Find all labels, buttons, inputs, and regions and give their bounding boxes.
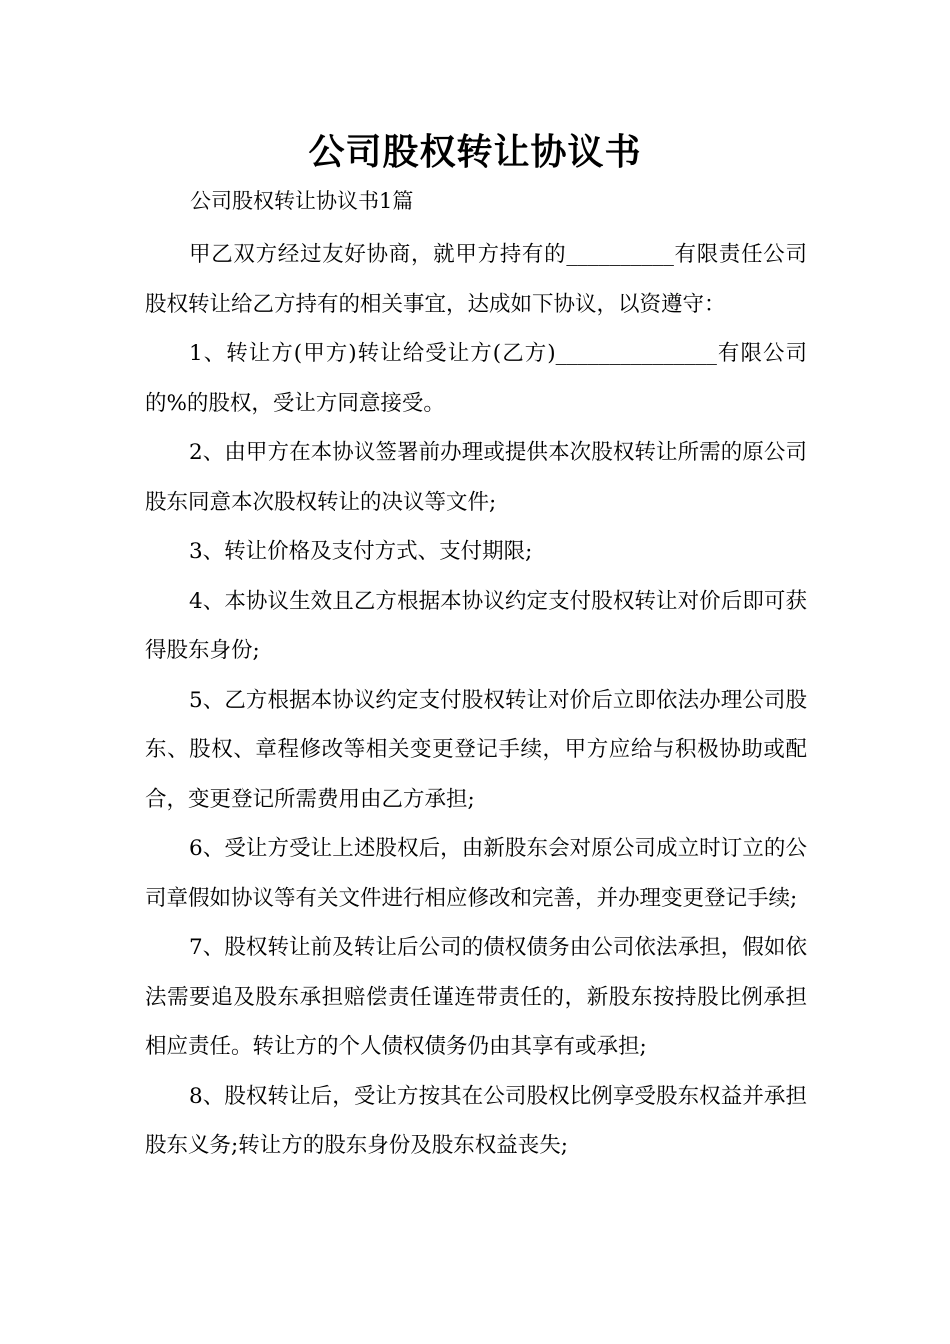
paragraph-clause-2: 2、由甲方在本协议签署前办理或提供本次股权转让所需的原公司股东同意本次股权转让的决议等文件;: [145, 440, 807, 515]
paragraph-clause-8: 8、股权转让后，受让方按其在公司股权比例享受股东权益并承担股东义务;转让方的股东身份及股东权益丧失;: [145, 1083, 807, 1158]
paragraph-clause-3: 3、转让价格及支付方式、支付期限;: [189, 539, 533, 564]
paragraph-clause-7: 7、股权转让前及转让后公司的债权债务由公司依法承担，假如依法需要追及股东承担赔偿责任谨连带责任的，新股东按持股比例承担相应责任。转让方的个人债权债务仍由其享有或承担;: [145, 935, 807, 1059]
document-subtitle: 公司股权转让协议书1篇: [190, 189, 414, 213]
paragraph-clause-4: 4、本协议生效且乙方根据本协议约定支付股权转让对价后即可获得股东身份;: [145, 588, 807, 663]
paragraph-intro: 甲乙双方经过友好协商，就甲方持有的__________有限责任公司股权转让给乙方持有的相关事宜，达成如下协议，以资遵守：: [145, 242, 807, 317]
paragraph-clause-6: 6、受让方受让上述股权后，由新股东会对原公司成立时订立的公司章假如协议等有关文件进行相应修改和完善，并办理变更登记手续;: [145, 836, 807, 911]
document-title: 公司股权转让协议书: [308, 131, 642, 173]
paragraph-clause-5: 5、乙方根据本协议约定支付股权转让对价后立即依法办理公司股东、股权、章程修改等相关变更登记手续，甲方应给与积极协助或配合，变更登记所需费用由乙方承担;: [145, 687, 807, 812]
paragraph-clause-1: 1、转让方(甲方)转让给受让方(乙方)_______________有限公司的%的股权，受让方同意接受。: [145, 341, 807, 416]
document-body: [145, 230, 807, 1171]
